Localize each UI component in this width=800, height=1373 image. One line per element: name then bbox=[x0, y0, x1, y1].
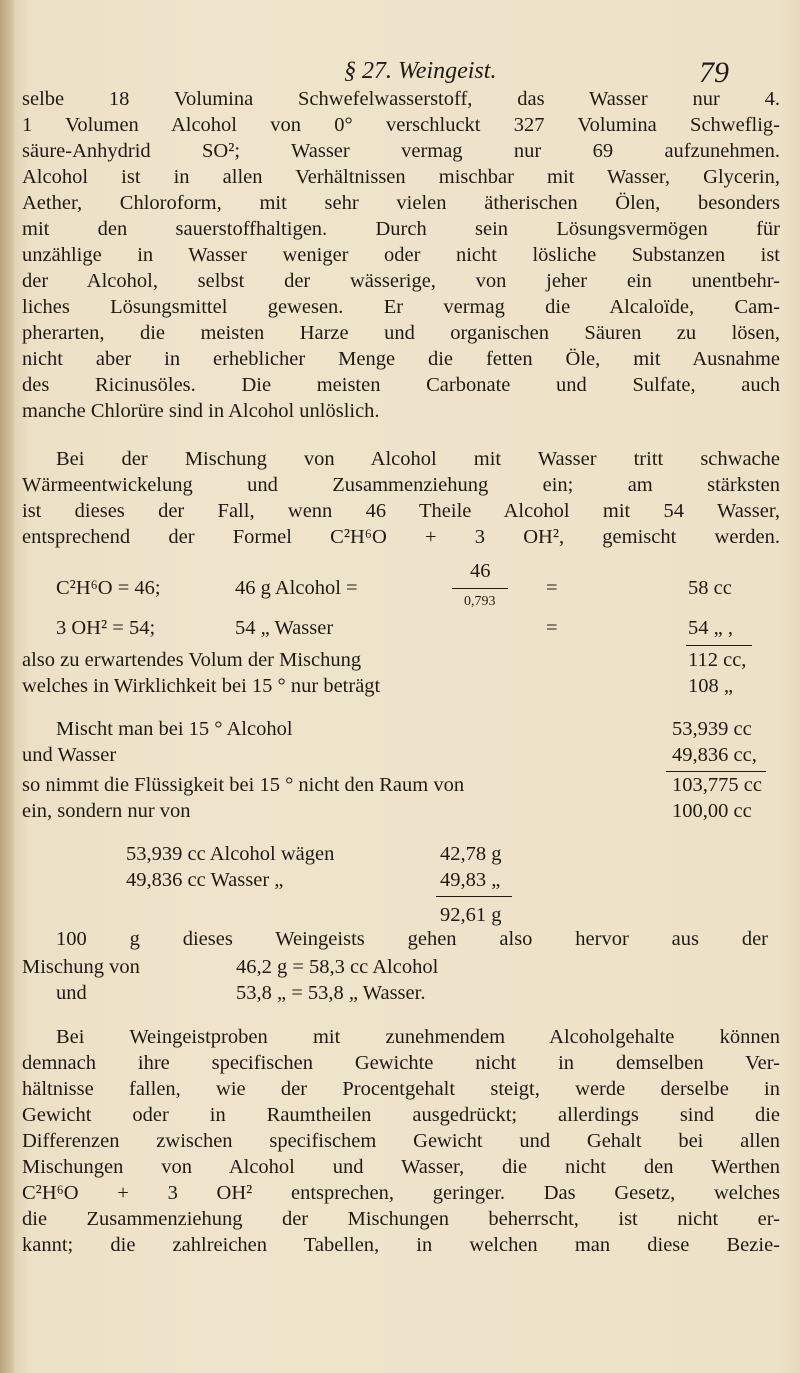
formula-water: 3 OH² = 54; bbox=[56, 617, 156, 639]
text-line: Differenzen zwischen specifischem Gewicht und Gehalt bei allen bbox=[22, 1130, 780, 1152]
text-line: pherarten, die meisten Harze und organischen Säuren zu lösen, bbox=[22, 322, 780, 344]
text-line: 1 Volumen Alcohol von 0° verschluckt 327 Volumina Schweflig- bbox=[22, 114, 780, 136]
weigh-water-label: 49,836 cc Wasser „ bbox=[126, 869, 284, 891]
mix-alcohol-value: 53,939 cc bbox=[672, 718, 752, 740]
text-line: C²H⁶O + 3 OH² entsprechen, geringer. Das Gesetz, welches bbox=[22, 1182, 780, 1204]
text-line: die Zusammenziehung der Mischungen beherrscht, ist nicht er- bbox=[22, 1208, 780, 1230]
text-line: entsprechend der Formel C²H⁶O + 3 OH², gemischt werden. bbox=[22, 526, 780, 548]
composition-and: und bbox=[56, 982, 87, 1004]
text-line: des Ricinusöles. Die meisten Carbonate und Sulfate, auch bbox=[22, 374, 780, 396]
paragraph-3 bbox=[22, 1024, 780, 1258]
sum-rule bbox=[666, 771, 766, 772]
weigh-total: 92,61 g bbox=[440, 904, 502, 926]
page-number: 79 bbox=[699, 56, 729, 89]
actual-volume-value: 108 „ bbox=[688, 675, 733, 697]
text-line: Gewicht oder in Raumtheilen ausgedrückt; allerdings sind die bbox=[22, 1104, 780, 1126]
text-line: Alcohol ist in allen Verhältnissen mischbar mit Wasser, Glycerin, bbox=[22, 166, 780, 188]
text-line: Aether, Chloroform, mit sehr vielen ätherischen Ölen, besonders bbox=[22, 192, 780, 214]
alcohol-mass: 46 g Alcohol = bbox=[235, 577, 358, 599]
text-line: hältnisse fallen, wie der Procentgehalt steigt, werde derselbe in bbox=[22, 1078, 780, 1100]
alcohol-volume: 58 cc bbox=[688, 577, 732, 599]
composition-alcohol: 46,2 g = 58,3 cc Alcohol bbox=[236, 956, 439, 978]
text-line: der Alcohol, selbst der wässerige, von jeher ein unentbehr- bbox=[22, 270, 780, 292]
water-mass: 54 „ Wasser bbox=[235, 617, 334, 639]
text-line: Bei Weingeistproben mit zunehmendem Alcoholgehalte können bbox=[56, 1026, 780, 1048]
mix-actual-value: 100,00 cc bbox=[672, 800, 752, 822]
mix-water-label: und Wasser bbox=[22, 744, 117, 766]
text-line: Wärmeentwickelung und Zusammenziehung ein; am stärksten bbox=[22, 474, 780, 496]
text-line: Bei der Mischung von Alcohol mit Wasser tritt schwache bbox=[56, 448, 780, 470]
actual-volume-label: welches in Wirklichkeit bei 15 ° nur beträgt bbox=[22, 675, 381, 697]
text-line: mit den sauerstoffhaltigen. Durch sein Lösungsvermögen für bbox=[22, 218, 780, 240]
paragraph-2 bbox=[22, 446, 780, 550]
mix-alcohol-label: Mischt man bei 15 ° Alcohol bbox=[56, 718, 293, 740]
fraction-numerator: 46 bbox=[470, 560, 491, 582]
weigh-water-value: 49,83 „ bbox=[440, 869, 501, 891]
mix-water-value: 49,836 cc, bbox=[672, 744, 757, 766]
equals-sign: = bbox=[546, 617, 558, 639]
weigh-alcohol-value: 42,78 g bbox=[440, 843, 502, 865]
sum-rule bbox=[436, 896, 512, 897]
weigh-alcohol-label: 53,939 cc Alcohol wägen bbox=[126, 843, 335, 865]
text-line: demnach ihre specifischen Gewichte nicht in demselben Ver- bbox=[22, 1052, 780, 1074]
running-title: § 27. Weingeist. bbox=[344, 58, 497, 84]
text-line: kannt; die zahlreichen Tabellen, in welchen man diese Bezie- bbox=[22, 1234, 780, 1256]
page-spine-edge bbox=[0, 0, 14, 1373]
text-line: manche Chlorüre sind in Alcohol unlöslich. bbox=[22, 400, 380, 422]
formula-alcohol: C²H⁶O = 46; bbox=[56, 577, 161, 599]
text-line: nicht aber in erheblicher Menge die fetten Öle, mit Ausnahme bbox=[22, 348, 780, 370]
text-line: liches Lösungsmittel gewesen. Er vermag die Alcaloïde, Cam- bbox=[22, 296, 780, 318]
text-line: säure-Anhydrid SO²; Wasser vermag nur 69 aufzunehmen. bbox=[22, 140, 780, 162]
text-line: selbe 18 Volumina Schwefelwasserstoff, das Wasser nur 4. bbox=[22, 88, 780, 110]
expected-volume-value: 112 cc, bbox=[688, 649, 747, 671]
water-volume: 54 „ , bbox=[688, 617, 733, 639]
composition-water: 53,8 „ = 53,8 „ Wasser. bbox=[236, 982, 426, 1004]
weigh-statement: 100 g dieses Weingeists gehen also hervor aus der bbox=[56, 928, 768, 950]
sum-rule bbox=[686, 645, 752, 646]
equals-sign: = bbox=[546, 577, 558, 599]
fraction-denominator: 0,793 bbox=[464, 594, 496, 609]
paragraph-1 bbox=[22, 86, 780, 424]
text-line: Mischungen von Alcohol und Wasser, die nicht den Werthen bbox=[22, 1156, 780, 1178]
text-line: unzählige in Wasser weniger oder nicht lösliche Substanzen ist bbox=[22, 244, 780, 266]
mix-space-label: so nimmt die Flüssigkeit bei 15 ° nicht den Raum von bbox=[22, 774, 465, 796]
composition-label: Mischung von bbox=[22, 956, 140, 978]
fraction-bar bbox=[452, 588, 508, 589]
expected-volume-label: also zu erwartendes Volum der Mischung bbox=[22, 649, 362, 671]
mix-actual-label: ein, sondern nur von bbox=[22, 800, 191, 822]
mix-space-value: 103,775 cc bbox=[672, 774, 762, 796]
text-line: ist dieses der Fall, wenn 46 Theile Alcohol mit 54 Wasser, bbox=[22, 500, 780, 522]
